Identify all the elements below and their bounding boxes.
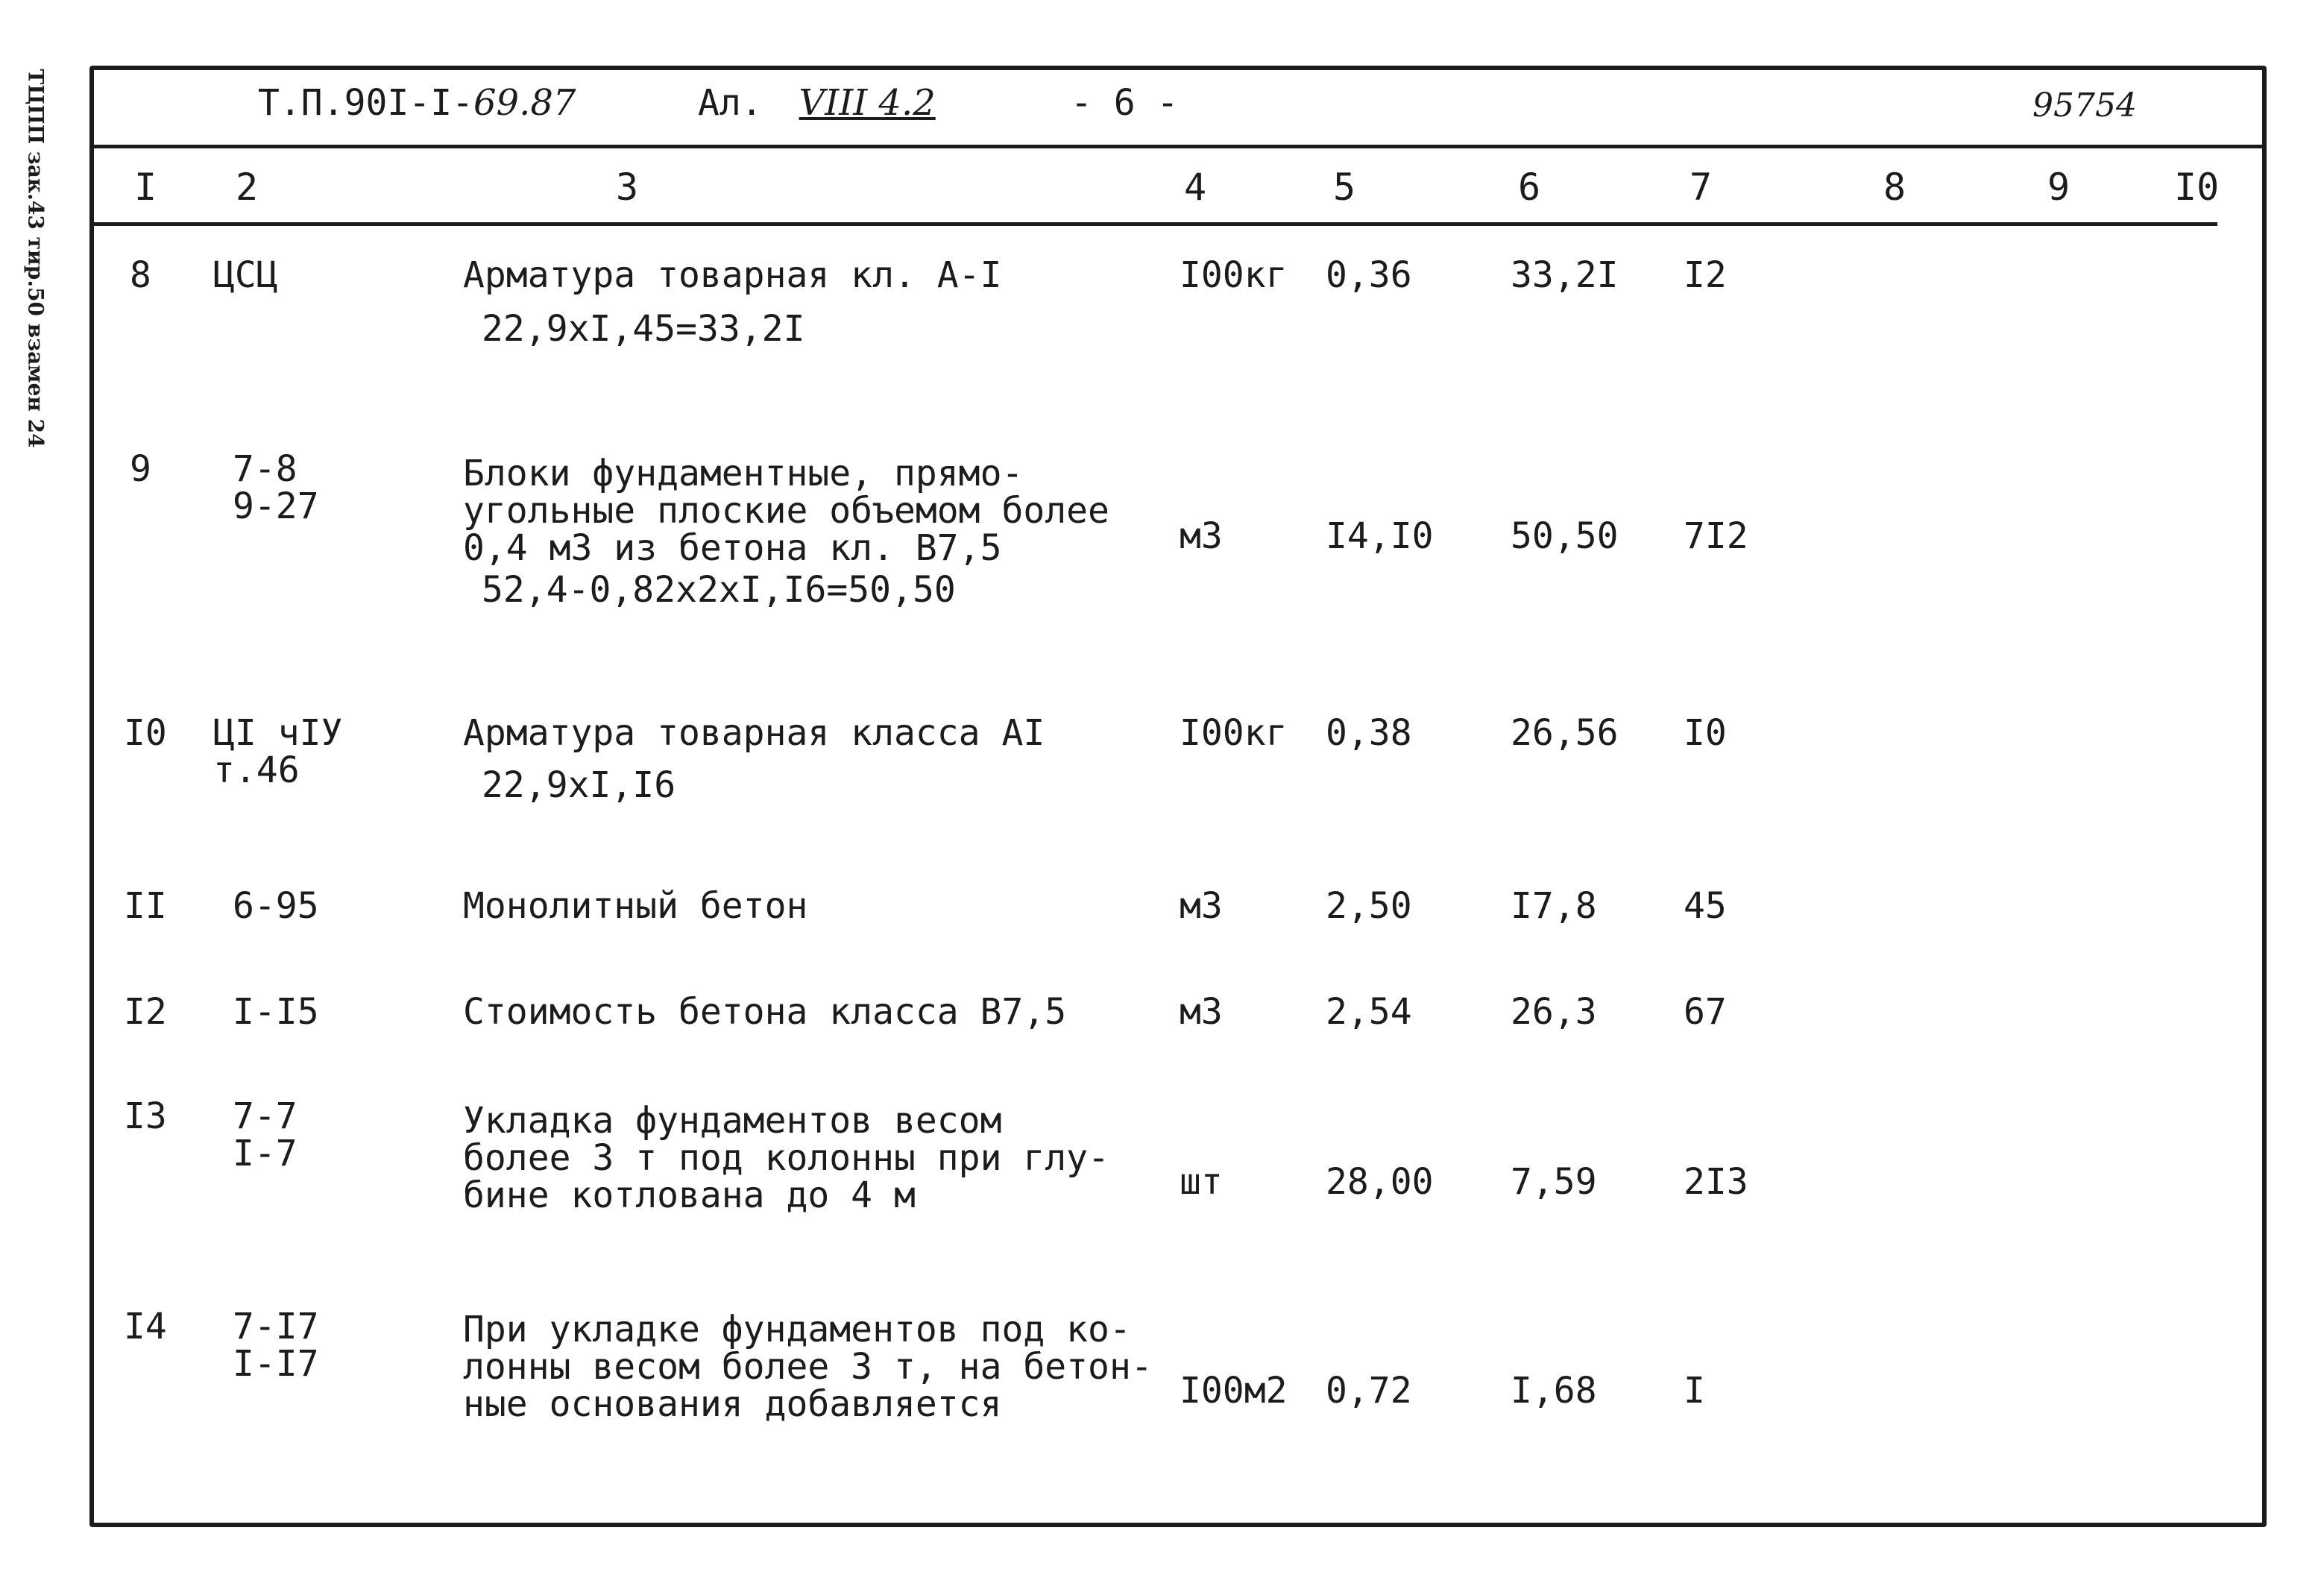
row-description: Арматура товарная класса АI bbox=[463, 712, 1045, 754]
row-code: 7-7 I-7 bbox=[233, 1095, 297, 1174]
row-description: При укладке фундаментов под ко- лонны весом более 3 т, на бетон- ные основания добавляется bbox=[463, 1309, 1153, 1425]
page-number: - 6 - bbox=[1071, 82, 1179, 124]
row-code: 6-95 bbox=[233, 885, 319, 927]
row-quantity: 0,38 bbox=[1326, 712, 1412, 754]
row-price: I7,8 bbox=[1511, 885, 1597, 927]
row-number: I3 bbox=[124, 1095, 167, 1137]
row-number: I4 bbox=[124, 1306, 167, 1347]
row-code: 7-I7 I-I7 bbox=[233, 1306, 319, 1385]
row-quantity: 2,50 bbox=[1326, 885, 1412, 927]
row-quantity: 2,54 bbox=[1326, 991, 1412, 1033]
album-handwritten: VIII 4.2 bbox=[799, 82, 936, 124]
row-total: I0 bbox=[1684, 712, 1727, 754]
row-unit: I00кг bbox=[1180, 712, 1288, 754]
row-number: I2 bbox=[124, 991, 167, 1033]
row-quantity: 28,00 bbox=[1326, 1161, 1434, 1203]
row-quantity: 0,36 bbox=[1326, 254, 1412, 296]
row-number: II bbox=[124, 885, 167, 927]
row-quantity: I4,I0 bbox=[1326, 515, 1434, 557]
col-num-1: I bbox=[134, 166, 157, 209]
row-unit: м3 bbox=[1180, 991, 1223, 1033]
row-code: ЦI чIУ т.46 bbox=[213, 712, 343, 791]
col-num-3: 3 bbox=[616, 166, 639, 209]
row-price: I,68 bbox=[1511, 1370, 1597, 1412]
row-description: Блоки фундаментные, прямо- угольные плоские объемом более 0,4 м3 из бетона кл. В7,5 bbox=[463, 453, 1109, 569]
doc-prefix: Т.П.90I-I- bbox=[258, 82, 473, 124]
row-total: 2I3 bbox=[1684, 1161, 1748, 1203]
row-price: 26,3 bbox=[1511, 991, 1597, 1033]
row-unit: шт bbox=[1180, 1161, 1223, 1203]
row-code: I-I5 bbox=[233, 991, 319, 1033]
col-num-10: I0 bbox=[2174, 166, 2220, 209]
doc-number bbox=[258, 82, 576, 124]
row-price: 50,50 bbox=[1511, 515, 1619, 557]
album bbox=[698, 82, 936, 124]
document-frame bbox=[89, 66, 2267, 1527]
col-num-5: 5 bbox=[1333, 166, 1356, 209]
row-price: 33,2I bbox=[1511, 254, 1619, 296]
col-num-6: 6 bbox=[1518, 166, 1541, 209]
side-stamp bbox=[6, 30, 69, 492]
side-stamp-text: ТЦПП зак.43 тир.50 взамен 24 bbox=[23, 69, 48, 448]
row-number: 9 bbox=[130, 448, 151, 490]
col-num-7: 7 bbox=[1690, 166, 1713, 209]
row-code: ЦСЦ bbox=[213, 254, 278, 296]
row-formula: 22,9хI,45=33,2I bbox=[482, 308, 805, 350]
row-price: 26,56 bbox=[1511, 712, 1619, 754]
col-num-2: 2 bbox=[236, 166, 259, 209]
row-number: 8 bbox=[130, 254, 151, 296]
album-label: Ал. bbox=[698, 82, 763, 124]
row-formula: 52,4-0,82х2хI,I6=50,50 bbox=[482, 569, 956, 611]
row-unit: м3 bbox=[1180, 515, 1223, 557]
row-formula: 22,9хI,I6 bbox=[482, 764, 676, 806]
row-quantity: 0,72 bbox=[1326, 1370, 1412, 1412]
row-unit: I00м2 bbox=[1180, 1370, 1288, 1412]
row-price: 7,59 bbox=[1511, 1161, 1597, 1203]
row-description: Арматура товарная кл. А-I bbox=[463, 254, 1002, 296]
row-description: Стоимость бетона класса В7,5 bbox=[463, 991, 1067, 1033]
row-description: Укладка фундаментов весом более 3 т под колонны при глу- бине котлована до 4 м bbox=[463, 1100, 1109, 1216]
row-description: Монолитный бетон bbox=[463, 885, 808, 927]
row-number: I0 bbox=[124, 712, 167, 754]
archive-code-handwritten: 95754 bbox=[2032, 86, 2137, 125]
header-separator bbox=[94, 145, 2262, 148]
row-unit: м3 bbox=[1180, 885, 1223, 927]
row-code: 7-8 9-27 bbox=[233, 448, 319, 527]
row-total: 67 bbox=[1684, 991, 1727, 1033]
row-total: I2 bbox=[1684, 254, 1727, 296]
col-num-8: 8 bbox=[1883, 166, 1906, 209]
doc-number-handwritten: 69.87 bbox=[473, 82, 576, 124]
row-total: I bbox=[1684, 1370, 1705, 1412]
row-total: 7I2 bbox=[1684, 515, 1748, 557]
row-unit: I00кг bbox=[1180, 254, 1288, 296]
column-header-separator bbox=[94, 222, 2217, 226]
col-num-4: 4 bbox=[1184, 166, 1207, 209]
row-total: 45 bbox=[1684, 885, 1727, 927]
col-num-9: 9 bbox=[2047, 166, 2070, 209]
